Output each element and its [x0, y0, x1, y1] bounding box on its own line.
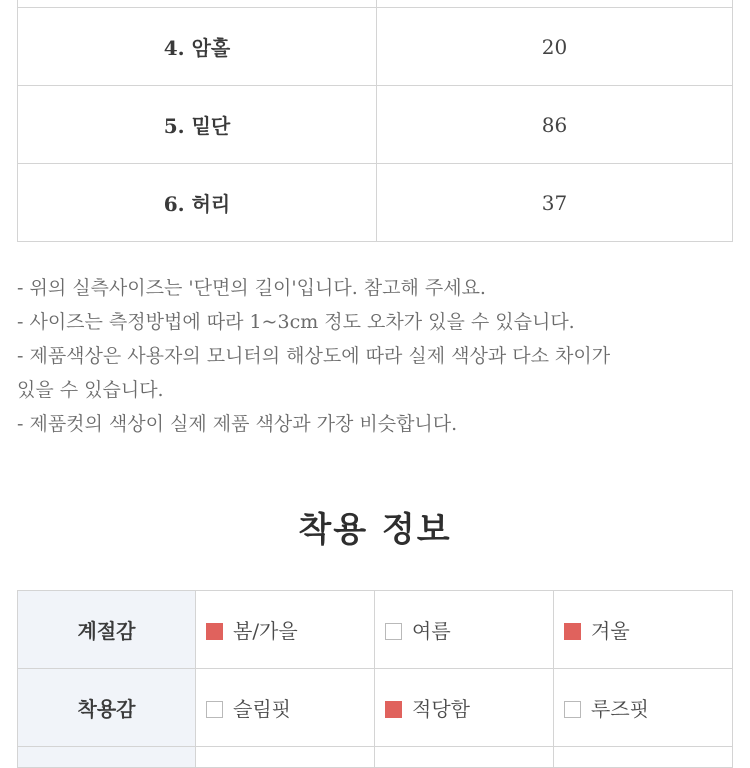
size-label-cell: [18, 0, 377, 8]
checkbox-icon: [564, 701, 581, 718]
size-value-cell: [377, 0, 733, 8]
checkbox-icon: [206, 701, 223, 718]
size-value-cell: 86: [377, 86, 733, 164]
note-line: - 제품색상은 사용자의 모니터의 해상도에 따라 실제 색상과 다소 차이가: [17, 345, 611, 367]
table-row: [18, 8, 733, 86]
table-row: [18, 591, 733, 669]
option-label: 슬림핏: [233, 697, 291, 721]
checkbox-icon: [564, 623, 581, 640]
row-header: 계절감: [18, 591, 196, 669]
option-label: 적당함: [412, 697, 470, 721]
option-cell: [196, 669, 375, 747]
size-label-cell: 5. 밑단: [18, 86, 377, 164]
option-cell: [375, 669, 554, 747]
size-label-cell: 6. 허리: [18, 164, 377, 242]
size-table: [17, 0, 733, 242]
size-label-cell: 4. 암홀: [18, 8, 377, 86]
option-label: 봄/가을: [233, 619, 298, 643]
table-row: [18, 0, 733, 8]
option-cell: [554, 591, 733, 669]
checkbox-icon: [206, 623, 223, 640]
option-label: 여름: [412, 619, 451, 643]
checkbox-icon: [385, 701, 402, 718]
size-value-cell: 20: [377, 8, 733, 86]
size-notes: [17, 271, 733, 441]
option-cell: [196, 591, 375, 669]
option-label: 겨울: [591, 619, 630, 643]
option-cell: [375, 591, 554, 669]
row-header: 착용감: [18, 669, 196, 747]
note-line: - 사이즈는 측정방법에 따라 1~3cm 정도 오차가 있을 수 있습니다.: [17, 311, 575, 333]
checkbox-icon: [385, 623, 402, 640]
table-row: [18, 86, 733, 164]
table-row: [18, 669, 733, 747]
note-line: 있을 수 있습니다.: [17, 379, 164, 401]
option-label: 루즈핏: [591, 697, 649, 721]
note-line: - 제품컷의 색상이 실제 제품 색상과 가장 비슷합니다.: [17, 413, 458, 435]
section-title: 착용 정보: [298, 510, 452, 550]
option-cell: [554, 669, 733, 747]
size-value-cell: 37: [377, 164, 733, 242]
note-line: - 위의 실측사이즈는 '단면의 길이'입니다. 참고해 주세요.: [17, 277, 486, 299]
table-row: [18, 164, 733, 242]
wear-info-table: [17, 590, 733, 768]
